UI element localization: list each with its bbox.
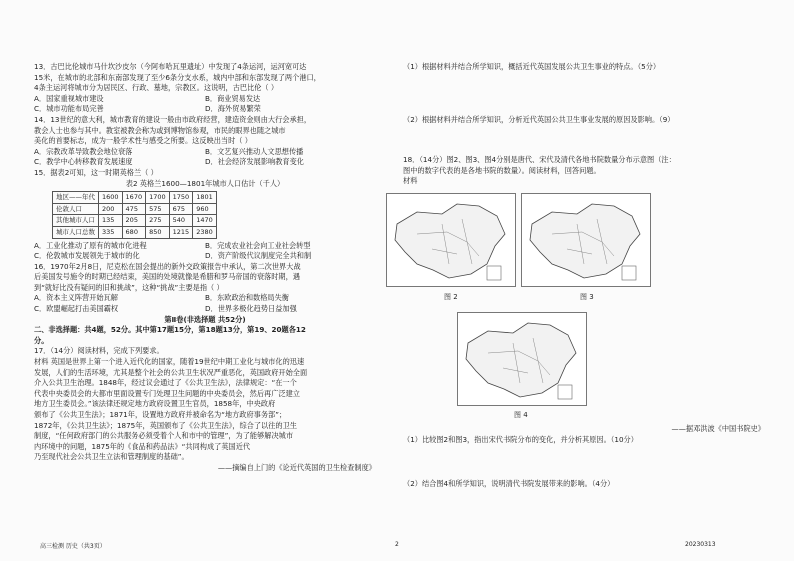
q14-option-b: B．文艺复兴推动人文思想传播 xyxy=(205,146,304,156)
q17-sub-1: （1）根据材料并结合所学知识，概括近代英国发展公共卫生事业的特点。（5分） xyxy=(403,62,661,71)
table-header-cell: 地区——年代 xyxy=(53,192,99,204)
table-cell: 城市人口总数 xyxy=(53,226,99,238)
page-number: 2 xyxy=(395,541,399,548)
q16-options xyxy=(34,293,376,304)
q17-material-line: 乃至现代社会公共卫生立法和管理制度的基础”。 xyxy=(34,452,189,462)
q17-material-line: 介入公共卫生治理。1848年，经过议会通过了《公共卫生法》，法律规定：“在一个 xyxy=(34,378,297,388)
q14-option-a: A．宗教改革导致教会地位衰落 xyxy=(34,146,133,156)
part2-intro-2: 分。 xyxy=(34,335,49,345)
part2-title: 第Ⅱ卷(非选择题 共52分) xyxy=(164,314,246,324)
q15-option-a: A．工业化推动了原有的城市化进程 xyxy=(34,240,147,250)
q15-option-c: C．伦敦城市发展领先于城市的化 xyxy=(34,251,140,261)
q17-material-line: 代表中央委员会的大都市里面设置专门处理卫生问题的中央委员会，然后再广泛建立 xyxy=(34,388,300,398)
q13-line-2: 15米，在城市的北部和东南部发现了至少6条分支水系，城内中部和东部发现了两个港口， xyxy=(34,72,321,82)
q15-option-b: B．完成农业社会向工业社会转型 xyxy=(205,240,311,250)
q16-line-3: 到“就好比没有疑问的旧和挑战”，这种“挑战”主要是指（ ） xyxy=(34,282,224,292)
q16-option-b: B．东欧政治和数格局失衡 xyxy=(205,293,289,303)
q15-options-2 xyxy=(34,251,376,262)
right-column xyxy=(403,62,765,187)
table-cell: 275 xyxy=(146,215,170,227)
table-cell: 205 xyxy=(122,215,146,227)
q17-source: ——摘编自上门的《论近代英国的卫生检查制度》 xyxy=(217,462,376,472)
q17-material-line: 地方卫生委员会。”该法律还规定地方政府设置卫生官员，1858年，中央政府 xyxy=(34,399,276,409)
map-figure-2 xyxy=(386,193,516,287)
q13-options-2 xyxy=(34,104,376,115)
q14-line-2: 教会人士也参与其中。教室被教会称为或到博物馆参观，市民的眼界也随之城市 xyxy=(34,125,286,135)
table-cell: 475 xyxy=(122,203,146,215)
china-map-icon xyxy=(458,313,586,405)
q16-line-1: 16．1970年2月8日，尼克松在国会提出的新外交政策报告中承认，第二次世界大战 xyxy=(34,261,301,271)
table-cell: 850 xyxy=(146,226,170,238)
table-cell: 1215 xyxy=(169,226,193,238)
table-cell: 135 xyxy=(99,215,123,227)
q16-line-2: 后美国发号施令的时期已经结束，美国的处境就像是希腊和罗马帝国的衰落时期，遇 xyxy=(34,272,300,282)
q15-stem: 15．据表2可知，这一时期英格兰（ ） xyxy=(34,167,158,177)
table-cell: 540 xyxy=(169,215,193,227)
q13-line-3: 4条主运河将城市分为居民区、行政、墓地，宗教区。这说明，古巴比伦（ ） xyxy=(34,83,279,93)
q13-line-1: 13．古巴比伦城市马什坎沙皮尔（今阿布哈瓦里遗址）中发现了4条运河，运河宽可达 xyxy=(34,62,307,71)
q17-material-line: 1872年，《公共卫生法》；1875年，英国颁布了《公共卫生法》，综合了以往的卫生 xyxy=(34,420,297,430)
q13-option-a: A．国家重视城市建设 xyxy=(34,93,104,103)
map-figure-3 xyxy=(521,193,651,287)
table-cell: 575 xyxy=(146,203,170,215)
q18-sub-2: （2）结合图4和所学知识，说明清代书院发展带来的影响。（4分） xyxy=(403,479,615,489)
q14-line-1: 14．13世纪的意大利，城市教育的建设一般由市政府经营，建造资金则由大行会承担， xyxy=(34,114,312,124)
table-row xyxy=(53,215,217,227)
left-column xyxy=(34,62,376,474)
table-cell: 1470 xyxy=(193,215,217,227)
table-header-cell: 1670 xyxy=(122,192,146,204)
china-map-icon xyxy=(387,194,515,286)
table-caption: 表2 英格兰1600—1801年城市人口估计（千人） xyxy=(125,178,285,188)
table-cell: 200 xyxy=(99,203,123,215)
q16-option-c: C．欧盟崛起打击美国霸权 xyxy=(34,304,119,314)
table-header-cell: 1801 xyxy=(193,192,217,204)
q13-options xyxy=(34,94,376,105)
q15-option-d: D．资产阶级代议制度完全共和制 xyxy=(205,251,312,261)
map-figure-4 xyxy=(457,312,587,406)
q14-option-d: D．社会经济发展影响教育变化 xyxy=(205,157,304,167)
figure-3-label: 图 3 xyxy=(580,293,594,301)
china-map-icon xyxy=(522,194,650,286)
q13-option-d: D．海外贸易繁荣 xyxy=(205,104,261,114)
table-header-row xyxy=(53,192,217,204)
table-header-cell: 1600 xyxy=(99,192,123,204)
table-cell: 伦敦人口 xyxy=(53,203,99,215)
q13-option-c: C．城市功能布局完善 xyxy=(34,104,104,114)
q15-options xyxy=(34,241,376,252)
q18-sub-1: （1）比较图2和图3，指出宋代书院分布的变化，并分析其原因。（10分） xyxy=(403,434,638,444)
q17-material-line: 内环境中的问题，1875年的《食品和药品法》“共同构成了英国近代 xyxy=(34,441,251,451)
q17-material-line: 发展，人们的生活环境，尤其是整个社会的公共卫生状况严重恶化，英国政府开始全面 xyxy=(34,367,308,377)
figure-2-label: 图 2 xyxy=(444,293,458,301)
q16-option-a: A．资本主义阵营开始瓦解 xyxy=(34,293,118,303)
q14-line-3: 美化的首要标志，成为一般学术性与感受之所要。这反映出当时（ ） xyxy=(34,136,252,146)
table-row xyxy=(53,203,217,215)
q16-options-2 xyxy=(34,304,376,315)
table-cell: 其他城市人口 xyxy=(53,215,99,227)
q17-sub-2: （2）根据材料并结合所学知识，分析近代英国公共卫生事业发展的原因及影响。（9） xyxy=(403,114,675,124)
q18-line-1: 18．（14分）图2、图3、图4分别是唐代、宋代及清代各地书院数量分布示意图（注： xyxy=(403,155,676,165)
table-cell: 675 xyxy=(169,203,193,215)
table-header-cell: 1700 xyxy=(146,192,170,204)
figure-4-label: 图 4 xyxy=(514,411,528,419)
table-cell: 680 xyxy=(122,226,146,238)
table-cell: 960 xyxy=(193,203,217,215)
q14-options xyxy=(34,147,376,158)
table-cell: 2380 xyxy=(193,226,217,238)
footer-left: 高三检测 历史（共3页） xyxy=(40,543,106,550)
right-column-lower xyxy=(403,424,765,490)
q17-heading: 17．（14分）阅读材料，完成下列要求。 xyxy=(34,346,164,356)
q14-options-2 xyxy=(34,157,376,168)
q14-option-c: C．教学中心转移教育发展速度 xyxy=(34,157,133,167)
material-label: 材料 xyxy=(403,176,418,186)
population-table xyxy=(52,191,217,238)
table-header-cell: 1750 xyxy=(169,192,193,204)
q16-option-d: D．世界多极化趋势日益加强 xyxy=(205,304,297,314)
q17-material-line: 材料 英国是世界上第一个进入近代化的国家，随着19世纪中期工业化与城市化的迅速 xyxy=(34,357,305,367)
q13-option-b: B．商业贸易发达 xyxy=(205,93,261,103)
q18-source: ——据邓洪波《中国书院史》 xyxy=(671,424,765,433)
table-row xyxy=(53,226,217,238)
part2-intro-1: 二、非选择题：共4题，52分。其中第17题15分，第18题13分，第19、20题各12 xyxy=(34,325,306,335)
footer-right: 20230313 xyxy=(685,541,716,548)
q18-line-2: 图中的数字代表的是各地书院的数量）。阅读材料，回答问题。 xyxy=(403,165,601,175)
q17-material-line: 颁布了《公共卫生法》；1871年，设置地方政府并被命名为“地方政府事务部”； xyxy=(34,410,287,419)
q17-material-line: 制度，“任何政府部门的公共服务必须受着个人和市中的管理”，为了能够解决城市 xyxy=(34,431,294,441)
table-cell: 335 xyxy=(99,226,123,238)
